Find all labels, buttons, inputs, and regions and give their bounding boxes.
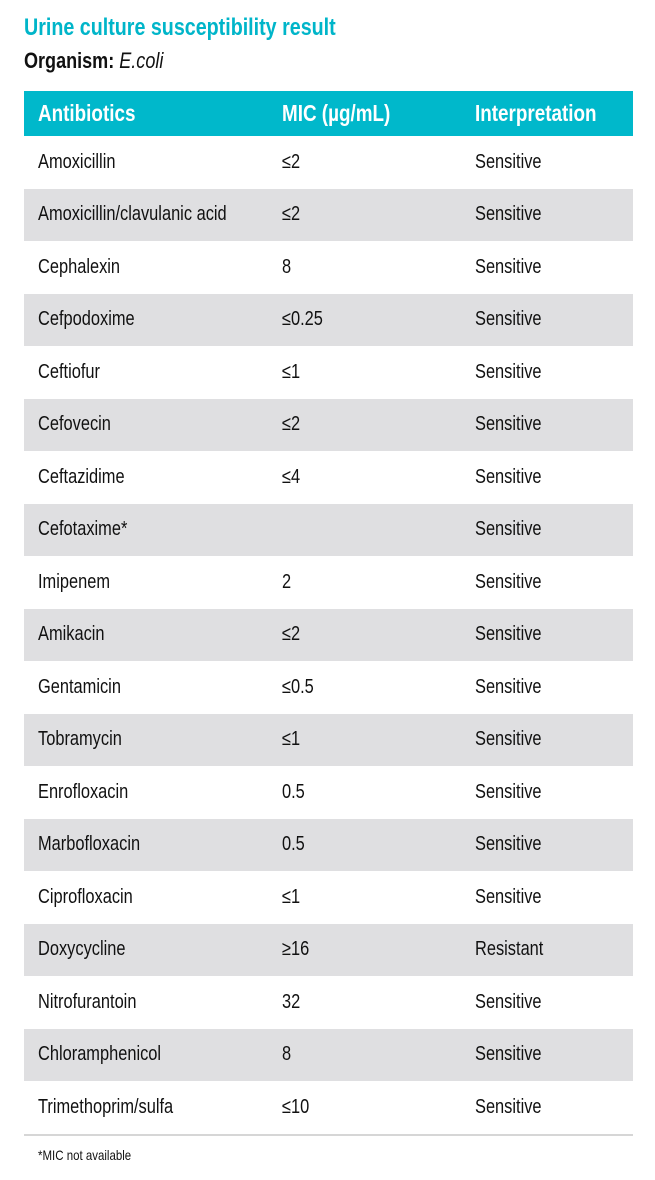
footnote: *MIC not available: [38, 1147, 132, 1163]
interpretation-cell: Sensitive: [475, 150, 542, 173]
table-row: [24, 714, 633, 767]
interpretation-cell: Sensitive: [475, 465, 542, 488]
table-row: [24, 399, 633, 452]
antibiotic-cell: Ceftazidime: [38, 465, 125, 488]
antibiotic-cell: Gentamicin: [38, 675, 121, 698]
interpretation-cell: Sensitive: [475, 885, 542, 908]
antibiotic-cell: Cephalexin: [38, 255, 121, 278]
antibiotic-cell: Tobramycin: [24, 714, 268, 767]
header-mic: MIC (µg/mL): [268, 91, 461, 136]
interpretation-cell: Sensitive: [475, 360, 542, 383]
antibiotic-cell: Marbofloxacin: [24, 819, 268, 872]
antibiotic-cell: Nitrofurantoin: [38, 990, 137, 1013]
table-row: [24, 976, 633, 1029]
antibiotic-cell: Chloramphenicol: [24, 1029, 268, 1082]
table-row: [24, 504, 633, 557]
mic-cell: ≤10: [268, 1081, 461, 1135]
mic-cell: ≤4: [282, 465, 301, 488]
interpretation-cell: Sensitive: [461, 714, 633, 767]
mic-cell: ≤1: [282, 885, 301, 908]
antibiotic-cell: Trimethoprim/sulfa: [24, 1081, 268, 1135]
interpretation-cell: Sensitive: [475, 675, 542, 698]
antibiotic-cell: Ceftiofur: [38, 360, 100, 383]
antibiotic-cell: Cefovecin: [24, 399, 268, 452]
interpretation-cell: Sensitive: [475, 570, 542, 593]
interpretation-cell: Sensitive: [461, 399, 633, 452]
page-title: Urine culture susceptibility result: [24, 14, 336, 41]
antibiotic-cell: Cefpodoxime: [24, 294, 268, 347]
table-row: [24, 871, 633, 924]
interpretation-cell: Sensitive: [461, 189, 633, 242]
antibiotic-cell: Doxycycline: [24, 924, 268, 977]
antibiotic-cell: Amoxicillin: [38, 150, 116, 173]
interpretation-cell: Sensitive: [475, 255, 542, 278]
antibiotic-cell: Amikacin: [24, 609, 268, 662]
antibiotic-cell: Enrofloxacin: [38, 780, 129, 803]
antibiotic-cell: Cefotaxime*: [24, 504, 268, 557]
interpretation-cell: Sensitive: [461, 609, 633, 662]
table-row: [24, 661, 633, 714]
interpretation-cell: Sensitive: [461, 504, 633, 557]
header-interpretation: Interpretation: [461, 91, 633, 136]
table-row: [24, 1081, 633, 1135]
mic-cell: ≤2: [268, 189, 461, 242]
organism-value: E.coli: [119, 48, 164, 73]
table-row: [24, 136, 633, 189]
table-row: [24, 766, 633, 819]
mic-cell: ≤0.5: [282, 675, 314, 698]
mic-cell: ≤1: [282, 360, 301, 383]
mic-cell: ≤1: [268, 714, 461, 767]
mic-cell: ≤2: [268, 609, 461, 662]
mic-cell: 32: [282, 990, 301, 1013]
table-row: [24, 189, 633, 242]
organism-label: Organism:: [24, 48, 115, 73]
table-row: [24, 451, 633, 504]
mic-cell: 8: [282, 255, 292, 278]
susceptibility-table: [24, 91, 633, 1136]
table-row: [24, 346, 633, 399]
interpretation-cell: Sensitive: [461, 819, 633, 872]
mic-cell: ≥16: [268, 924, 461, 977]
mic-cell: 0.5: [268, 819, 461, 872]
table-row: [24, 294, 633, 347]
table-row: [24, 924, 633, 977]
mic-cell: 0.5: [282, 780, 305, 803]
table-row: [24, 819, 633, 872]
table-row: [24, 1029, 633, 1082]
table-row: [24, 556, 633, 609]
antibiotic-cell: Imipenem: [38, 570, 111, 593]
mic-cell: 8: [268, 1029, 461, 1082]
mic-cell: [268, 504, 461, 557]
interpretation-cell: Resistant: [461, 924, 633, 977]
interpretation-cell: Sensitive: [475, 990, 542, 1013]
interpretation-cell: Sensitive: [461, 1081, 633, 1135]
header-antibiotics: Antibiotics: [24, 91, 268, 136]
antibiotic-cell: Ciprofloxacin: [38, 885, 133, 908]
mic-cell: ≤2: [282, 150, 301, 173]
mic-cell: 2: [282, 570, 292, 593]
interpretation-cell: Sensitive: [475, 780, 542, 803]
mic-cell: ≤2: [268, 399, 461, 452]
table-row: [24, 241, 633, 294]
interpretation-cell: Sensitive: [461, 294, 633, 347]
mic-cell: ≤0.25: [268, 294, 461, 347]
antibiotic-cell: Amoxicillin/clavulanic acid: [24, 189, 268, 242]
table-row: [24, 609, 633, 662]
table-header: [24, 91, 633, 136]
interpretation-cell: Sensitive: [461, 1029, 633, 1082]
organism-line: [24, 48, 194, 74]
